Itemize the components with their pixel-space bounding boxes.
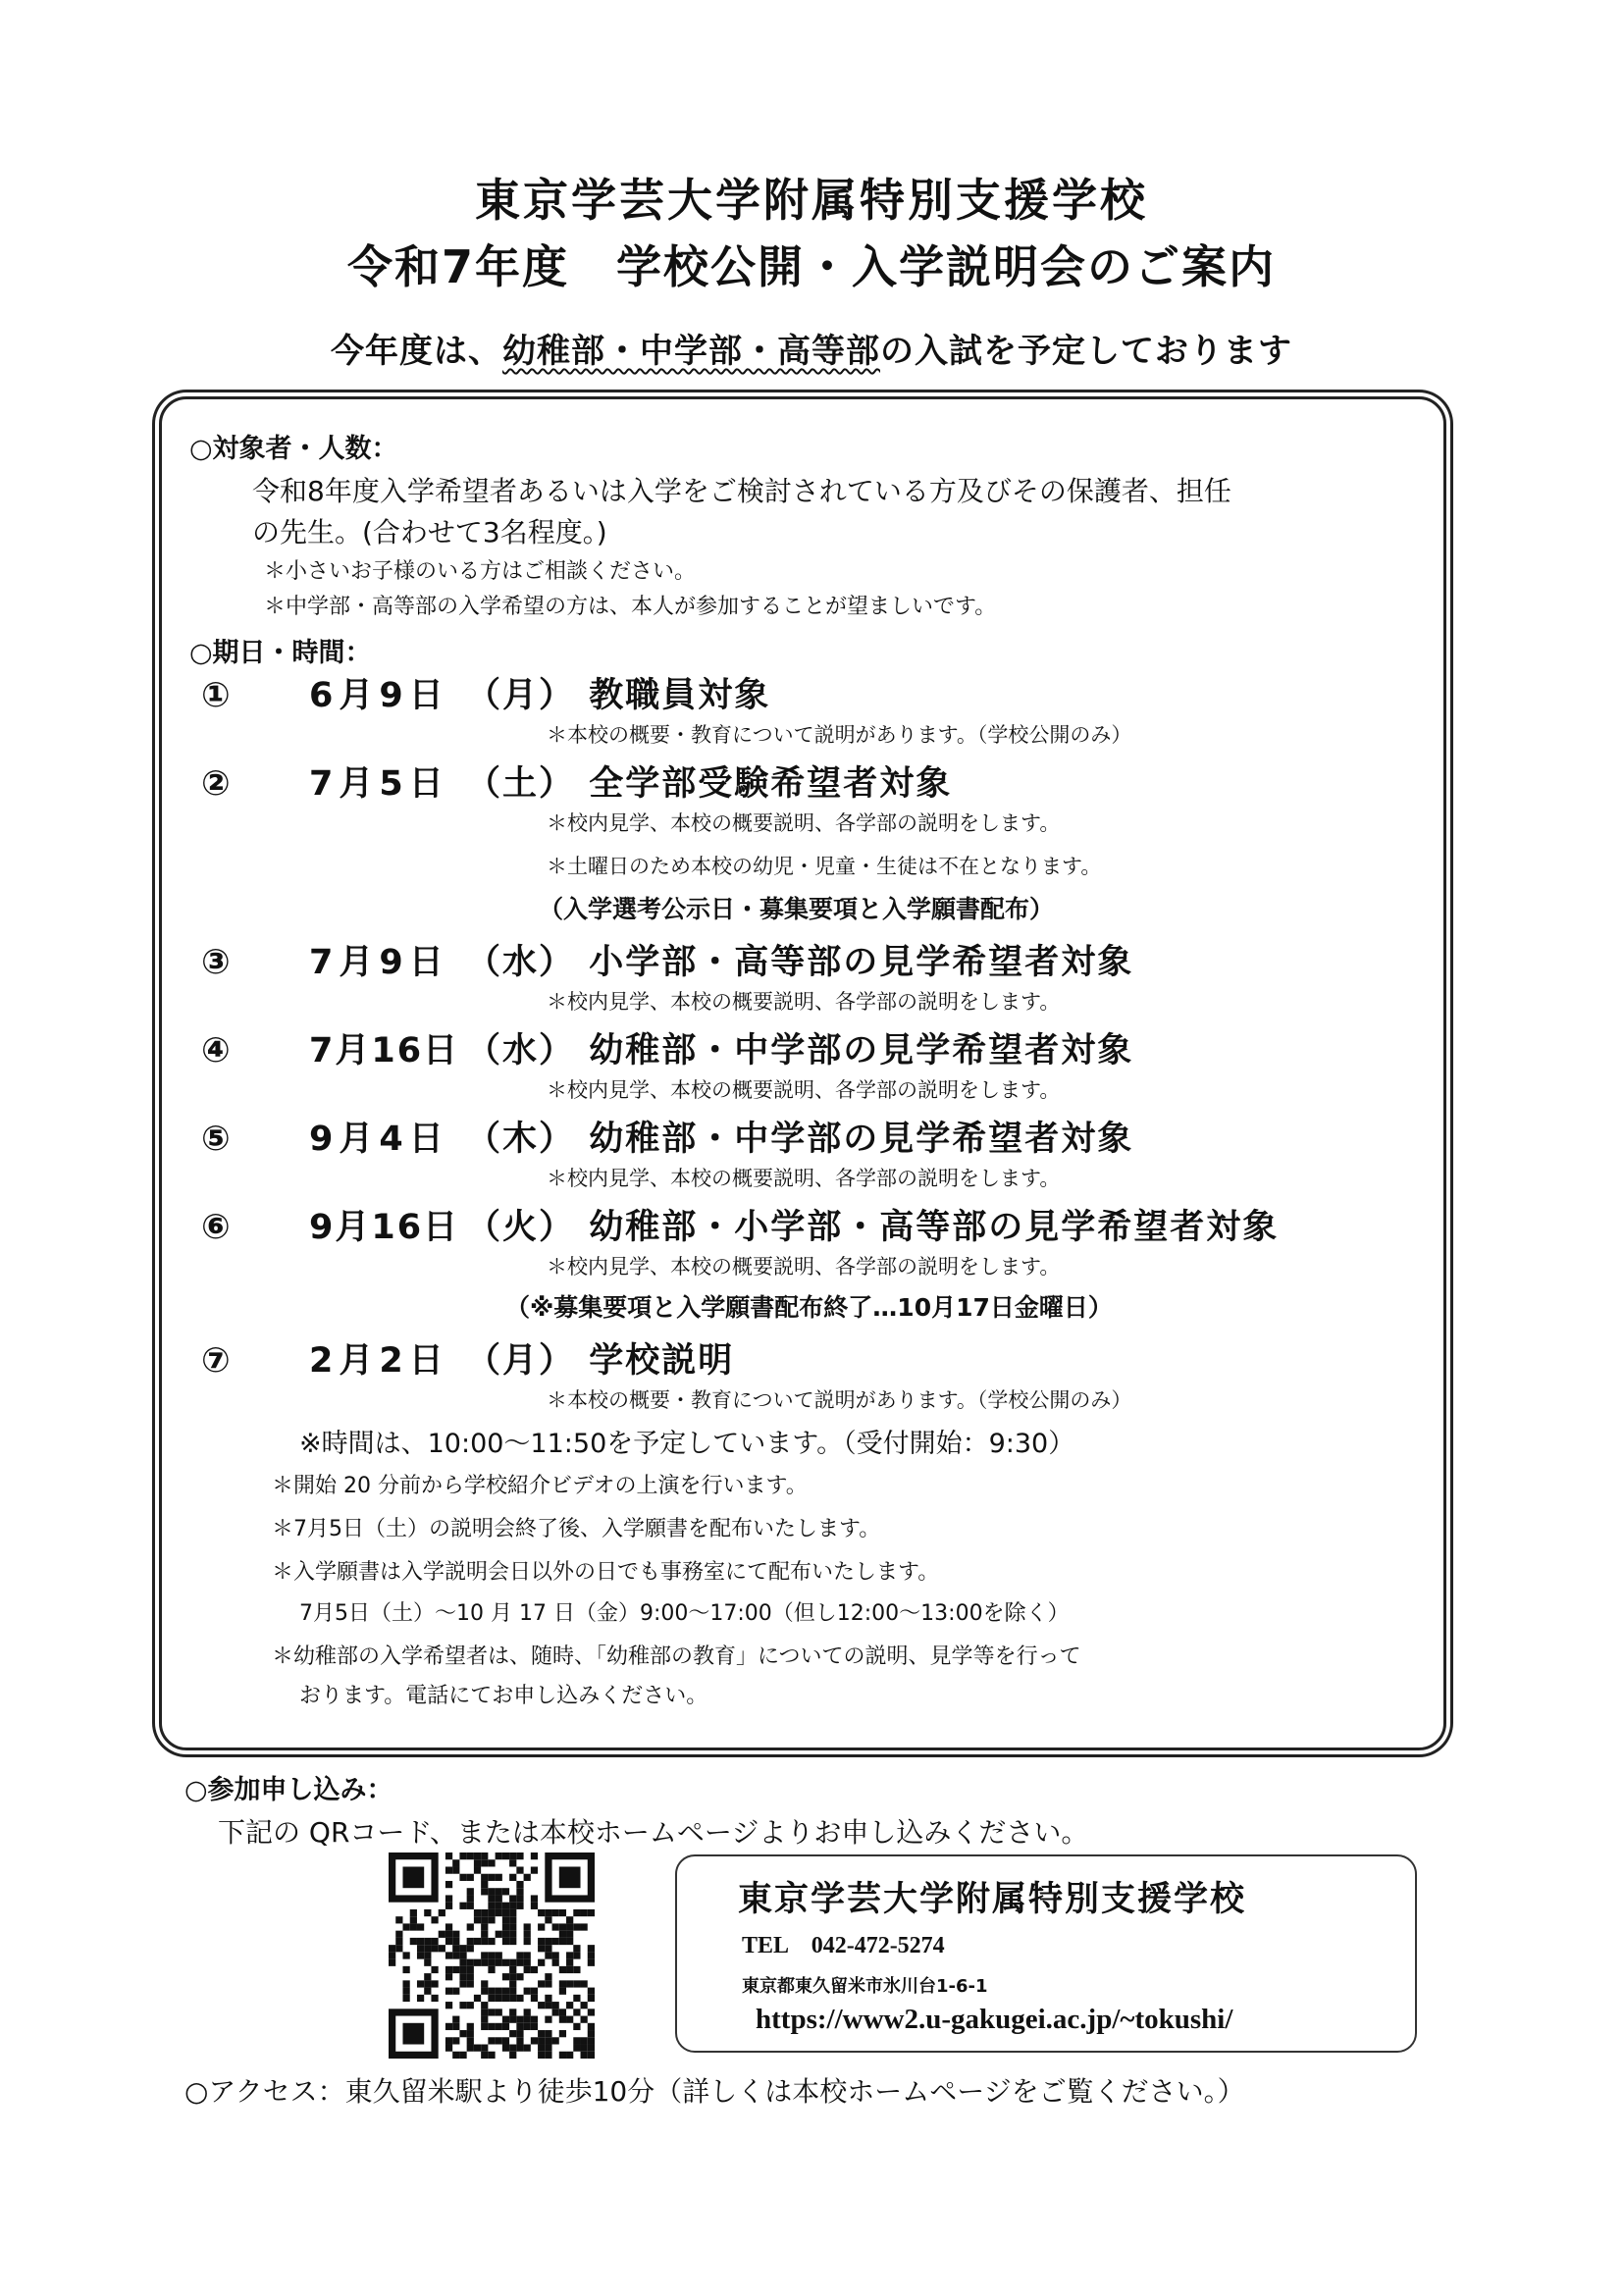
schedule-item-date: 7月16日 [309, 1031, 460, 1070]
schedule-item-2-note-2: ＊土曜日のため本校の幼児・児童・生徒は不在となります。 [547, 855, 1102, 878]
schedule-item-day: （水） [466, 1031, 576, 1070]
schedule-item-day: （土） [466, 764, 576, 804]
schedule-item-day: （月） [466, 676, 576, 715]
access-info: ○アクセス：東久留米駅より徒歩10分（詳しくは本校ホームページをご覧ください。） [184, 2075, 1245, 2108]
schedule-item-title: 小学部・高等部の見学希望者対象 [589, 943, 1134, 982]
schedule-item-title: 幼稚部・中学部の見学希望者対象 [589, 1031, 1134, 1070]
contact-tel: TEL 042-472-5274 [742, 1933, 945, 1958]
schedule-item-6-extra: （※募集要項と入学願書配布終了…10月17日金曜日） [505, 1293, 1113, 1322]
schedule-item-number: ④ [201, 1031, 233, 1070]
page-title: 東京学芸大学附属特別支援学校 [475, 174, 1148, 227]
info-note-3: ＊入学願書は入学説明会日以外の日でも事務室にて配布いたします。 [272, 1560, 940, 1585]
schedule-heading: ○期日・時間： [189, 638, 372, 668]
schedule-item-day: （木） [466, 1120, 576, 1159]
schedule-item-4 [201, 1023, 1133, 1072]
exam-notice-departments: 幼稚部・中学部・高等部 [502, 332, 880, 371]
schedule-item-day: （水） [466, 943, 576, 982]
schedule-item-date: 9月4日 [309, 1120, 449, 1159]
schedule-item-6-note: ＊校内見学、本校の概要説明、各学部の説明をします。 [547, 1255, 1061, 1278]
target-heading: ○対象者・人数： [189, 434, 398, 464]
schedule-item-day: （月） [466, 1341, 576, 1381]
schedule-item-2 [201, 757, 952, 806]
schedule-item-date: 7月5日 [309, 764, 449, 804]
schedule-item-title: 幼稚部・小学部・高等部の見学希望者対象 [589, 1208, 1280, 1247]
exam-notice-suffix: の入試を予定しております [880, 332, 1292, 371]
info-note-5b: おります。電話にてお申し込みください。 [299, 1684, 708, 1708]
info-note-1: ＊開始 20 分前から学校紹介ビデオの上演を行います。 [272, 1474, 808, 1498]
target-line-2: の先生。(合わせて3名程度。) [252, 516, 607, 548]
schedule-item-date: 6月9日 [309, 676, 449, 715]
schedule-item-number: ⑦ [201, 1341, 233, 1381]
target-note-1: ＊小さいお子様のいる方はご相談ください。 [264, 559, 697, 584]
schedule-item-title: 学校説明 [589, 1341, 735, 1381]
schedule-item-number: ⑥ [201, 1208, 233, 1247]
schedule-item-3-note: ＊校内見学、本校の概要説明、各学部の説明をします。 [547, 990, 1061, 1014]
schedule-item-1 [201, 668, 770, 717]
info-note-5a: ＊幼稚部の入学希望者は、随時、「幼稚部の教育」についての説明、見学等を行って [272, 1644, 1081, 1669]
schedule-item-title: 幼稚部・中学部の見学希望者対象 [589, 1120, 1134, 1159]
schedule-item-6 [201, 1200, 1279, 1249]
contact-address: 東京都東久留米市氷川台1-6-1 [742, 1976, 988, 1997]
main-info-box [159, 396, 1446, 1750]
apply-text: 下記の QRコード、または本校ホームページよりお申し込みください。 [218, 1816, 1089, 1849]
apply-heading: ○参加申し込み： [184, 1775, 393, 1805]
schedule-item-title: 教職員対象 [589, 676, 771, 715]
contact-box [675, 1854, 1417, 2053]
target-note-2: ＊中学部・高等部の入学希望の方は、本人が参加することが望ましいです。 [264, 595, 997, 619]
schedule-item-7 [201, 1333, 734, 1383]
info-note-4: 7月5日（土）～10 月 17 日（金）9:00～17:00（但し12:00～13:00を除く） [299, 1601, 1070, 1626]
schedule-item-number: ① [201, 676, 233, 715]
target-line-1: 令和8年度入学希望者あるいは入学をご検討されている方及びその保護者、担任 [252, 475, 1231, 507]
schedule-item-2-note-1: ＊校内見学、本校の概要説明、各学部の説明をします。 [547, 811, 1061, 835]
schedule-item-4-note: ＊校内見学、本校の概要説明、各学部の説明をします。 [547, 1078, 1061, 1102]
schedule-item-number: ② [201, 764, 233, 804]
schedule-item-7-note: ＊本校の概要・教育について説明があります。（学校公開のみ） [547, 1388, 1132, 1412]
schedule-item-number: ③ [201, 943, 233, 982]
info-note-2: ＊7月5日（土）の説明会終了後、入学願書を配布いたします。 [272, 1517, 881, 1541]
schedule-item-date: 2月2日 [309, 1341, 449, 1381]
schedule-item-2-extra: （入学選考公示日・募集要項と入学願書配布） [539, 895, 1055, 923]
schedule-item-1-note: ＊本校の概要・教育について説明があります。（学校公開のみ） [547, 723, 1132, 747]
schedule-item-day: （火） [466, 1208, 576, 1247]
schedule-item-5 [201, 1112, 1133, 1161]
schedule-item-5-note: ＊校内見学、本校の概要説明、各学部の説明をします。 [547, 1167, 1061, 1190]
exam-notice [0, 324, 1623, 372]
schedule-item-title: 全学部受験希望者対象 [589, 764, 953, 804]
contact-school-name: 東京学芸大学附属特別支援学校 [738, 1880, 1247, 1919]
qr-code-icon[interactable] [389, 1852, 595, 2059]
schedule-item-number: ⑤ [201, 1120, 233, 1159]
exam-notice-prefix: 今年度は、 [331, 332, 502, 371]
schedule-item-date: 7月9日 [309, 943, 449, 982]
schedule-item-3 [201, 935, 1133, 984]
contact-url-link[interactable]: https://www2.u-gakugei.ac.jp/~tokushi/ [756, 2004, 1233, 2035]
page-subtitle: 令和7年度 学校公開・入学説明会のご案内 [346, 240, 1276, 293]
time-info: ※時間は、10:00～11:50を予定しています。（受付開始：9:30） [299, 1429, 1075, 1459]
schedule-item-date: 9月16日 [309, 1208, 460, 1247]
